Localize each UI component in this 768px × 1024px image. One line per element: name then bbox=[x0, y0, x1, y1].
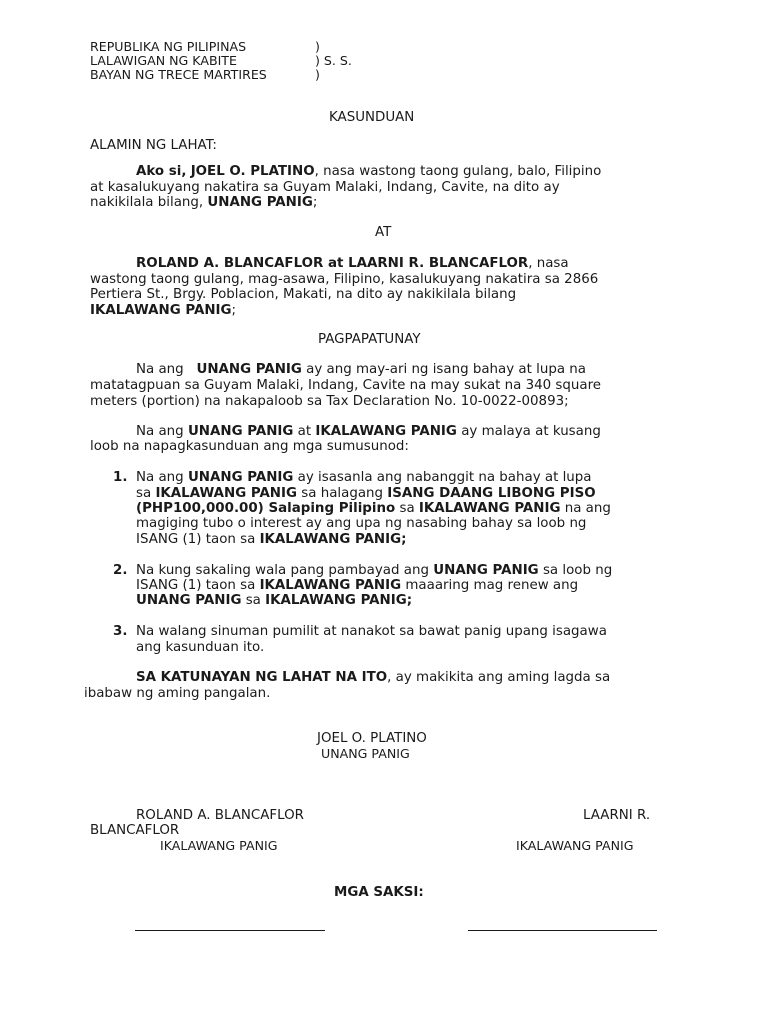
signatory-2-role: IKALAWANG PANIG bbox=[160, 838, 278, 853]
signatory-1-role: UNANG PANIG bbox=[321, 746, 410, 761]
item-1-number: 1. bbox=[113, 470, 128, 485]
signatory-3-name-a: LAARNI R. bbox=[583, 808, 651, 823]
item-2-line-3 bbox=[136, 593, 412, 608]
p1-rest: , nasa wastong taong gulang, balo, Filipino bbox=[314, 164, 602, 179]
paragraph-3-line-2: matatagpuan sa Guyam Malaki, Indang, Cavite na may sukat na 340 square bbox=[90, 378, 602, 393]
p4-party-1: UNANG PANIG bbox=[187, 424, 294, 439]
i1-l3-d: na ang bbox=[564, 501, 611, 516]
i1-l5-party: IKALAWANG PANIG; bbox=[259, 532, 407, 547]
i1-party: UNANG PANIG bbox=[187, 470, 294, 485]
i1-l3-b: sa bbox=[399, 501, 415, 516]
i2-l2-c: maaaring mag renew ang bbox=[405, 578, 579, 593]
p1-name: JOEL O. PLATINO bbox=[190, 164, 315, 179]
p2-party: IKALAWANG PANIG bbox=[90, 303, 232, 318]
item-1-line-2 bbox=[136, 486, 596, 501]
closing-line-1 bbox=[136, 670, 610, 685]
document-title: KASUNDUAN bbox=[329, 110, 415, 125]
paragraph-2-line-2: wastong taong gulang, mag-asawa, Filipino, kasalukuyang nakatira sa 2866 bbox=[90, 272, 599, 287]
signatory-3-name-b: BLANCAFLOR bbox=[90, 823, 180, 838]
header-line-1: REPUBLIKA NG PILIPINAS bbox=[90, 39, 247, 54]
item-3-line-1: Na walang sinuman pumilit at nanakot sa bawat panig upang isagawa bbox=[136, 624, 607, 639]
signatory-1-name: JOEL O. PLATINO bbox=[317, 731, 427, 746]
i2-l3-party-1: UNANG PANIG bbox=[136, 593, 242, 608]
item-1-line-3 bbox=[136, 501, 611, 516]
salutation: ALAMIN NG LAHAT: bbox=[90, 138, 217, 153]
i2-party: UNANG PANIG bbox=[433, 563, 539, 578]
paragraph-2-line-1 bbox=[136, 256, 569, 271]
paragraph-4-line-1 bbox=[136, 424, 601, 439]
p1-l3-c: ; bbox=[312, 195, 318, 210]
item-2-number: 2. bbox=[113, 563, 128, 578]
p4-a: Na ang bbox=[136, 424, 184, 439]
section-heading: PAGPAPATUNAY bbox=[318, 332, 421, 347]
paragraph-3-line-3: meters (portion) na nakapaloob sa Tax Declaration No. 10-0022-00893; bbox=[90, 394, 569, 409]
paragraph-3-line-1 bbox=[136, 362, 586, 377]
signatory-3-role: IKALAWANG PANIG bbox=[516, 838, 634, 853]
header-paren-2: ) S. S. bbox=[315, 53, 352, 68]
p4-e: ay malaya at kusang bbox=[461, 424, 601, 439]
i2-c: sa loob ng bbox=[542, 563, 613, 578]
p3-party: UNANG PANIG bbox=[196, 362, 302, 377]
p2-names: ROLAND A. BLANCAFLOR at LAARNI R. BLANCAFLOR bbox=[136, 256, 529, 271]
header-paren-1: ) bbox=[315, 39, 320, 54]
i1-l2-c: sa halagang bbox=[301, 486, 384, 501]
i2-l2-a: ISANG (1) taon sa bbox=[136, 578, 256, 593]
item-3-line-2: ang kasunduan ito. bbox=[136, 640, 265, 655]
i2-l2-party: IKALAWANG PANIG bbox=[259, 578, 402, 593]
closing-line-2: ibabaw ng aming pangalan. bbox=[84, 686, 271, 701]
closing-bold: SA KATUNAYAN NG LAHAT NA ITO bbox=[136, 670, 388, 685]
p4-party-2: IKALAWANG PANIG bbox=[315, 424, 457, 439]
paragraph-4-line-2: loob na napagkasunduan ang mga sumusunod: bbox=[90, 439, 409, 454]
i2-l3-party-2: IKALAWANG PANIG; bbox=[265, 593, 413, 608]
i1-l3-amount: (PHP100,000.00) Salaping Pilipino bbox=[136, 501, 396, 516]
p2-semicolon: ; bbox=[231, 303, 237, 318]
i1-l2-party: IKALAWANG PANIG bbox=[155, 486, 297, 501]
paragraph-1-line-1 bbox=[136, 164, 601, 179]
p1-ako-si: Ako si, bbox=[136, 164, 187, 179]
witnesses-heading: MGA SAKSI: bbox=[334, 885, 424, 900]
signatory-2-name: ROLAND A. BLANCAFLOR bbox=[136, 808, 304, 823]
p1-l3-party: UNANG PANIG bbox=[207, 195, 313, 210]
item-1-line-1 bbox=[136, 470, 592, 485]
i1-l5-a: ISANG (1) taon sa bbox=[136, 532, 256, 547]
i1-a: Na ang bbox=[136, 470, 184, 485]
p4-c: at bbox=[297, 424, 312, 439]
item-2-line-1 bbox=[136, 563, 612, 578]
item-2-line-2 bbox=[136, 578, 578, 593]
i1-c: ay isasanla ang nabanggit na bahay at lupa bbox=[297, 470, 592, 485]
p3-a: Na ang bbox=[136, 362, 184, 377]
i2-l3-b: sa bbox=[245, 593, 261, 608]
p2-rest: , nasa bbox=[528, 256, 569, 271]
header-paren-3: ) bbox=[315, 67, 320, 82]
p1-l3-a: nakikilala bilang, bbox=[90, 195, 204, 210]
i1-l2-a: sa bbox=[136, 486, 152, 501]
paragraph-2-line-4 bbox=[90, 303, 236, 318]
item-3-number: 3. bbox=[113, 624, 128, 639]
paragraph-2-line-3: Pertiera St., Brgy. Poblacion, Makati, na dito ay nakikilala bilang bbox=[90, 287, 517, 302]
header-line-2: LALAWIGAN NG KABITE bbox=[90, 53, 237, 68]
paragraph-1-line-2: at kasalukuyang nakatira sa Guyam Malaki, Indang, Cavite, na dito ay bbox=[90, 180, 560, 195]
p3-c: ay ang may-ari ng isang bahay at lupa na bbox=[306, 362, 586, 377]
closing-rest: , ay makikita ang aming lagda sa bbox=[387, 670, 611, 685]
witness-2-signature-line bbox=[468, 930, 657, 931]
item-1-line-5 bbox=[136, 532, 406, 547]
header-line-3: BAYAN NG TRECE MARTIRES bbox=[90, 67, 267, 82]
i2-a: Na kung sakaling wala pang pambayad ang bbox=[136, 563, 429, 578]
item-1-line-4: magiging tubo o interest ay ang upa ng nasabing bahay sa loob ng bbox=[136, 516, 587, 531]
witness-1-signature-line bbox=[135, 930, 325, 931]
at-separator: AT bbox=[375, 225, 392, 240]
i1-l2-amount: ISANG DAANG LIBONG PISO bbox=[387, 486, 596, 501]
paragraph-1-line-3 bbox=[90, 195, 317, 210]
i1-l3-party: IKALAWANG PANIG bbox=[418, 501, 561, 516]
